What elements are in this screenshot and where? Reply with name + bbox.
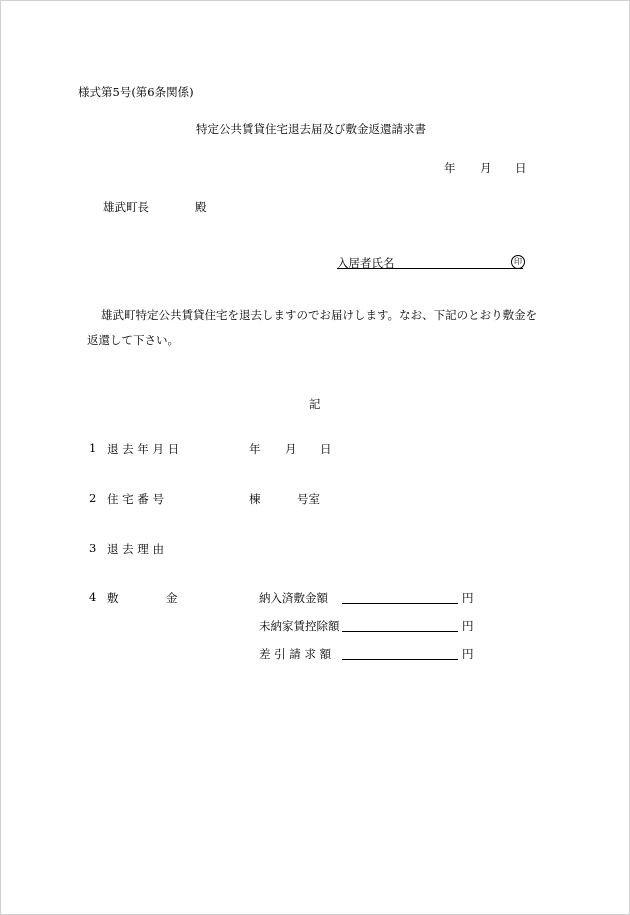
resident-name-label: 入居者氏名 [337, 256, 395, 270]
yen-unit: 円 [462, 619, 474, 633]
form-number: 様式第5号(第6条関係) [78, 85, 194, 99]
unpaid-rent-deduction-line [342, 631, 458, 632]
addressee: 雄武町長 [103, 200, 149, 214]
day-label: 日 [320, 442, 332, 456]
item-number: 1 [89, 441, 97, 455]
item-label: 退 去 年 月 日 [107, 442, 180, 456]
resident-name-line [337, 268, 523, 269]
body-text-line1: 雄武町特定公共賃貸住宅を退去しますのでお届けします。なお、下記のとおり敷金を [101, 308, 538, 322]
seal-mark-icon: 印 [511, 255, 525, 269]
item-number: 2 [89, 491, 97, 505]
deposit-paid-label: 納入済敷金額 [259, 591, 328, 605]
page-title: 特定公共賃貸住宅退去届及び敷金返還請求書 [196, 122, 426, 136]
deposit-paid-line [342, 603, 458, 604]
unpaid-rent-deduction-label: 未納家賃控除額 [259, 619, 340, 633]
net-claim-amount-line [342, 659, 458, 660]
item-number: 4 [89, 590, 97, 604]
item-label: 退 去 理 由 [107, 542, 164, 556]
ki-heading: 記 [309, 397, 321, 411]
month-label: 月 [285, 442, 297, 456]
date-year-label: 年 [444, 161, 456, 175]
room-label: 号室 [297, 492, 320, 506]
building-label: 棟 [249, 492, 261, 506]
yen-unit: 円 [462, 647, 474, 661]
honorific: 殿 [195, 200, 207, 214]
item-label: 住 宅 番 号 [107, 492, 164, 506]
item-number: 3 [89, 541, 97, 555]
item-label-part2: 金 [166, 591, 178, 605]
date-day-label: 日 [515, 161, 527, 175]
yen-unit: 円 [462, 591, 474, 605]
body-text-line2: 返還して下さい。 [87, 333, 179, 347]
year-label: 年 [249, 442, 261, 456]
item-label-part1: 敷 [107, 591, 119, 605]
date-month-label: 月 [480, 161, 492, 175]
net-claim-amount-label: 差 引 請 求 額 [259, 647, 332, 661]
